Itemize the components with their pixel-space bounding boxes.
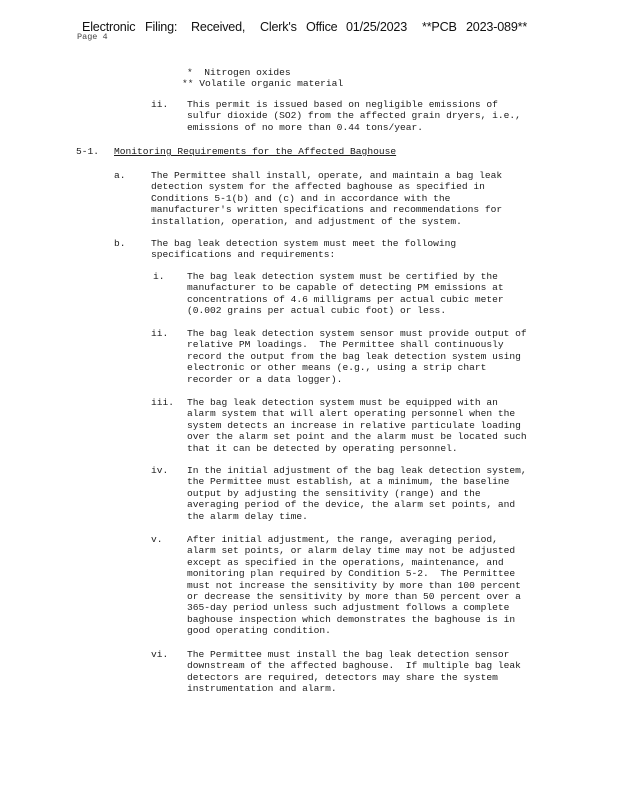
text-line: manufacturer to be capable of detecting PM emissions at [187, 282, 504, 294]
sub-item-iv-text [187, 465, 527, 522]
section-number: 5-1. [76, 146, 100, 157]
text-line: good operating condition. [187, 625, 331, 637]
text-line: instrumentation and alarm. [187, 683, 337, 695]
item-label: a. [114, 170, 126, 181]
header-word: **PCB [422, 20, 457, 34]
text-line: concentrations of 4.6 milligrams per actual cubic meter [187, 293, 504, 305]
text-line: Conditions 5-1(b) and (c) and in accordance with the [151, 192, 451, 204]
text-line: over the alarm set point and the alarm must be located such [187, 431, 527, 443]
text-line: except as specified in the operations, maintenance, and [187, 556, 504, 568]
header-word: Electronic [82, 20, 136, 34]
text-line: detectors are required, detectors may share the system [187, 671, 498, 683]
text-line: emissions of no more than 0.44 tons/year. [187, 121, 424, 133]
text-line: the alarm delay time. [187, 510, 308, 522]
sub-item-number: v. [151, 534, 163, 545]
text-line: downstream of the affected baghouse. If multiple bag leak [187, 660, 521, 672]
text-line: electronic or other means (e.g., using a strip chart [187, 362, 487, 374]
text-line: the Permittee must establish, at a minimum, the baseline [187, 476, 510, 488]
text-line: After initial adjustment, the range, averaging period, [187, 534, 498, 545]
text-line: detection system for the affected baghouse as specified in [151, 181, 485, 193]
sub-item-number: iii. [151, 397, 175, 408]
header-word: Office [306, 20, 338, 34]
text-line: sulfur dioxide (SO2) from the affected grain dryers, i.e., [187, 110, 521, 122]
text-line: manufacturer's written specifications and recommendations for [151, 204, 503, 216]
text-line: record the output from the bag leak detection system using [187, 350, 521, 362]
text-line: alarm set points, or alarm delay time may not be adjusted [187, 545, 516, 557]
text-line: The Permittee must install the bag leak detection sensor [187, 649, 510, 660]
sub-item-number: i. [153, 271, 165, 282]
sub-item-number: iv. [151, 465, 169, 476]
section-title: Monitoring Requirements for the Affected Baghouse [114, 146, 397, 157]
sub-item-iii-text [187, 397, 527, 454]
header-word: Clerk's [260, 20, 297, 34]
item-number: ii. [151, 99, 169, 110]
text-line: system detects an increase in relative particulate loading [187, 419, 521, 431]
item-a-text [151, 170, 502, 227]
text-line: The Permittee shall install, operate, and maintain a bag leak [151, 170, 503, 181]
sub-item-i-text [187, 271, 504, 317]
header-word: Received, [191, 20, 246, 34]
item-ii-top-text [187, 99, 521, 133]
sub-item-vi-text [187, 649, 521, 695]
text-line: 365-day period unless such adjustment follows a complete [187, 602, 510, 614]
text-line: monitoring plan required by Condition 5-2. The Permittee [187, 568, 516, 580]
text-line: that it can be detected by operating personnel. [187, 442, 458, 454]
text-line: must not increase the sensitivity by more than 100 percent [187, 579, 521, 591]
header-date: 01/25/2023 [346, 20, 408, 34]
text-line: In the initial adjustment of the bag leak detection system, [187, 465, 527, 476]
footnote-nox: * Nitrogen oxides [187, 67, 291, 78]
item-label: b. [114, 238, 126, 249]
sub-item-ii-text [187, 328, 527, 385]
item-b-text [151, 238, 456, 261]
header-case-number: 2023-089** [466, 20, 528, 34]
text-line: installation, operation, and adjustment of the system. [151, 215, 462, 227]
page-number: Page 4 [77, 32, 108, 42]
text-line: The bag leak detection system must be certified by the [187, 271, 498, 282]
text-line: The bag leak detection system must meet the following [151, 238, 457, 249]
text-line: output by adjusting the sensitivity (range) and the [187, 487, 481, 499]
text-line: alarm system that will alert operating personnel when the [187, 408, 516, 420]
text-line: or decrease the sensitivity by more than 50 percent over a [187, 591, 521, 603]
text-line: The bag leak detection system must be equipped with an [187, 397, 498, 408]
sub-item-number: ii. [151, 328, 169, 339]
footnote-vom: ** Volatile organic material [182, 78, 344, 89]
text-line: recorder or a data logger). [187, 373, 343, 385]
text-line: This permit is issued based on negligible emissions of [187, 99, 498, 110]
text-line: The bag leak detection system sensor must provide output of [187, 328, 527, 339]
sub-item-number: vi. [151, 649, 169, 660]
sub-item-v-text [187, 534, 521, 637]
filing-header [82, 20, 527, 34]
text-line: baghouse inspection which demonstrates the baghouse is in [187, 613, 516, 625]
text-line: averaging period of the device, the alarm set points, and [187, 499, 516, 511]
text-line: (0.002 grains per actual cubic foot) or less. [187, 305, 447, 317]
text-line: specifications and requirements: [151, 249, 336, 261]
text-line: relative PM loadings. The Permittee shall continuously [187, 339, 504, 351]
header-word: Filing: [145, 20, 178, 34]
